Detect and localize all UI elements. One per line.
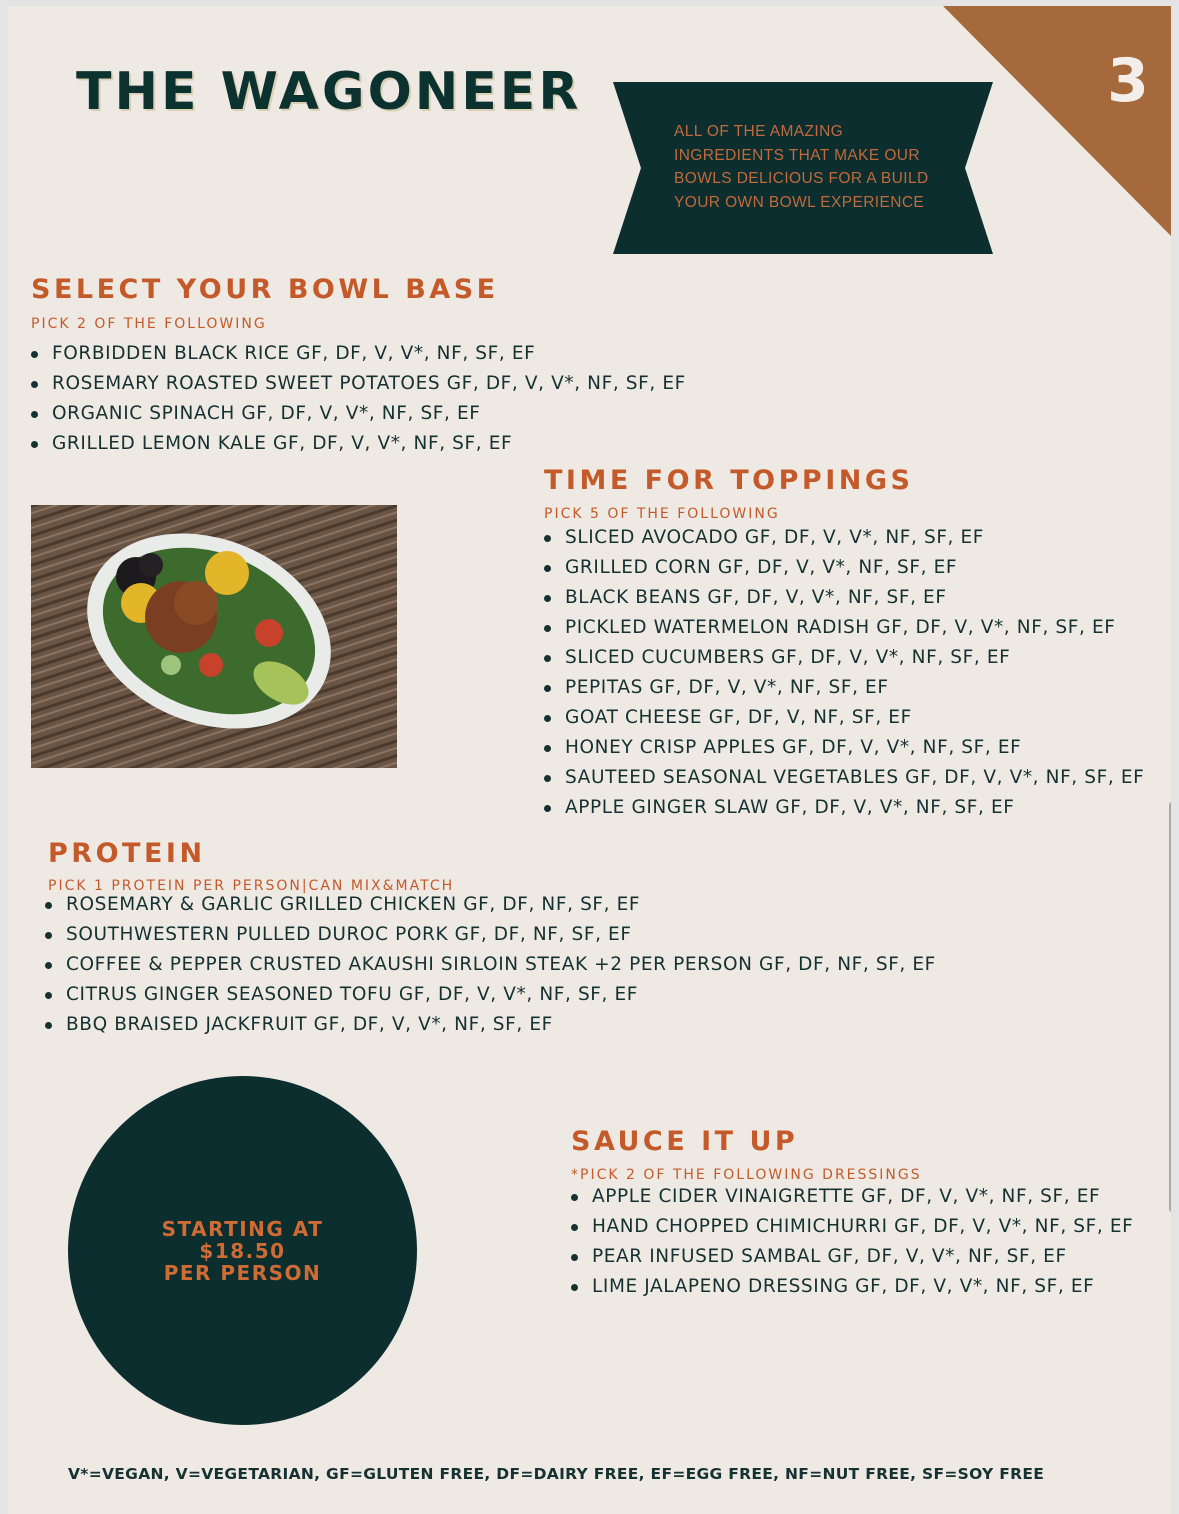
page-title: THE WAGONEER — [76, 62, 582, 122]
item-text: HAND CHOPPED CHIMICHURRI GF, DF, V, V*, NF, SF, EF — [592, 1216, 1134, 1237]
list-item — [544, 553, 1144, 583]
bullet-icon — [544, 595, 551, 602]
item-text: HONEY CRISP APPLES GF, DF, V, V*, NF, SF, EF — [565, 737, 1022, 758]
item-text: COFFEE & PEPPER CRUSTED AKAUSHI SIRLOIN STEAK +2 PER PERSON GF, DF, NF, SF, EF — [66, 954, 936, 975]
scrollbar-thumb[interactable] — [1169, 802, 1171, 1212]
sauce-heading: SAUCE IT UP — [571, 1126, 799, 1157]
item-text: PEAR INFUSED SAMBAL GF, DF, V, V*, NF, SF, EF — [592, 1246, 1067, 1267]
bullet-icon — [544, 685, 551, 692]
protein-subtitle: PICK 1 PROTEIN PER PERSON|CAN MIX&MATCH — [48, 878, 455, 894]
list-item — [544, 583, 1144, 613]
protein-list — [45, 890, 936, 1040]
price-badge — [68, 1076, 417, 1425]
list-item — [544, 643, 1144, 673]
sauce-section — [571, 1126, 1133, 1302]
list-item — [571, 1242, 1133, 1272]
bullet-icon — [544, 745, 551, 752]
item-text: SOUTHWESTERN PULLED DUROC PORK GF, DF, NF, SF, EF — [66, 924, 632, 945]
bullet-icon — [31, 381, 38, 388]
bullet-icon — [544, 805, 551, 812]
bullet-icon — [544, 535, 551, 542]
bullet-icon — [571, 1224, 578, 1231]
list-item — [45, 890, 936, 920]
item-text: BBQ BRAISED JACKFRUIT GF, DF, V, V*, NF, SF, EF — [66, 1014, 553, 1035]
item-text: FORBIDDEN BLACK RICE GF, DF, V, V*, NF, SF, EF — [52, 343, 536, 364]
item-text: ROSEMARY & GARLIC GRILLED CHICKEN GF, DF, NF, SF, EF — [66, 894, 641, 915]
bullet-icon — [31, 441, 38, 448]
bowl-base-heading: SELECT YOUR BOWL BASE — [31, 274, 499, 305]
list-item — [544, 673, 1144, 703]
item-text: BLACK BEANS GF, DF, V, V*, NF, SF, EF — [565, 587, 947, 608]
bullet-icon — [45, 902, 52, 909]
item-text: SLICED CUCUMBERS GF, DF, V, V*, NF, SF, EF — [565, 647, 1011, 668]
page-number: 3 — [1107, 46, 1149, 116]
toppings-list — [544, 523, 1144, 823]
price-line-1: STARTING AT — [161, 1216, 324, 1241]
list-item — [544, 733, 1144, 763]
bullet-icon — [571, 1254, 578, 1261]
bullet-icon — [571, 1194, 578, 1201]
item-text: ORGANIC SPINACH GF, DF, V, V*, NF, SF, EF — [52, 403, 481, 424]
list-item — [544, 763, 1144, 793]
list-item — [45, 920, 936, 950]
item-text: PICKLED WATERMELON RADISH GF, DF, V, V*, NF, SF, EF — [565, 617, 1116, 638]
list-item — [544, 793, 1144, 823]
list-item — [45, 980, 936, 1010]
toppings-section — [544, 465, 1144, 823]
list-item — [45, 1010, 936, 1040]
item-text: CITRUS GINGER SEASONED TOFU GF, DF, V, V*, NF, SF, EF — [66, 984, 639, 1005]
list-item — [571, 1182, 1133, 1212]
bullet-icon — [544, 655, 551, 662]
dietary-legend: V*=VEGAN, V=VEGETARIAN, GF=GLUTEN FREE, DF=DAIRY FREE, EF=EGG FREE, NF=NUT FREE, SF=SOY FREE — [68, 1465, 1045, 1483]
price-line-3: PER PERSON — [163, 1260, 322, 1285]
list-item — [31, 369, 686, 399]
list-item — [544, 613, 1144, 643]
item-text: LIME JALAPENO DRESSING GF, DF, V, V*, NF, SF, EF — [592, 1276, 1095, 1297]
list-item — [31, 429, 686, 459]
list-item — [544, 703, 1144, 733]
item-text: APPLE CIDER VINAIGRETTE GF, DF, V, V*, NF, SF, EF — [592, 1186, 1101, 1207]
item-text: ROSEMARY ROASTED SWEET POTATOES GF, DF, V, V*, NF, SF, EF — [52, 373, 686, 394]
item-text: GRILLED LEMON KALE GF, DF, V, V*, NF, SF, EF — [52, 433, 513, 454]
toppings-subtitle: PICK 5 OF THE FOLLOWING — [544, 506, 780, 522]
bullet-icon — [544, 625, 551, 632]
bullet-icon — [544, 775, 551, 782]
bullet-icon — [544, 715, 551, 722]
bowl-base-section — [31, 274, 686, 459]
bullet-icon — [45, 1022, 52, 1029]
bullet-icon — [31, 351, 38, 358]
price-amount: $18.50 — [199, 1238, 286, 1263]
protein-section — [48, 838, 936, 1040]
item-text: SAUTEED SEASONAL VEGETABLES GF, DF, V, V*, NF, SF, EF — [565, 767, 1145, 788]
list-item — [31, 339, 686, 369]
list-item — [45, 950, 936, 980]
corner-triangle — [8, 6, 1171, 246]
bullet-icon — [45, 962, 52, 969]
sauce-list — [571, 1182, 1133, 1302]
list-item — [571, 1212, 1133, 1242]
bullet-icon — [544, 565, 551, 572]
bullet-icon — [31, 411, 38, 418]
bowl-base-list — [31, 339, 686, 459]
list-item — [571, 1272, 1133, 1302]
banner-text: ALL OF THE AMAZING INGREDIENTS THAT MAKE OUR BOWLS DELICIOUS FOR A BUILD YOUR OWN BOWL EXPERIENCE — [674, 123, 929, 211]
bullet-icon — [571, 1284, 578, 1291]
item-text: GRILLED CORN GF, DF, V, V*, NF, SF, EF — [565, 557, 958, 578]
sauce-subtitle: *PICK 2 OF THE FOLLOWING DRESSINGS — [571, 1167, 922, 1183]
item-text: PEPITAS GF, DF, V, V*, NF, SF, EF — [565, 677, 889, 698]
menu-page — [8, 6, 1171, 1514]
item-text: SLICED AVOCADO GF, DF, V, V*, NF, SF, EF — [565, 527, 985, 548]
toppings-heading: TIME FOR TOPPINGS — [544, 465, 914, 496]
bowl-base-subtitle: PICK 2 OF THE FOLLOWING — [31, 316, 267, 332]
bullet-icon — [45, 992, 52, 999]
list-item — [544, 523, 1144, 553]
list-item — [31, 399, 686, 429]
item-text: APPLE GINGER SLAW GF, DF, V, V*, NF, SF, EF — [565, 797, 1015, 818]
bowl-photo — [31, 505, 397, 768]
bullet-icon — [45, 932, 52, 939]
protein-heading: PROTEIN — [48, 838, 206, 869]
item-text: GOAT CHEESE GF, DF, V, NF, SF, EF — [565, 707, 912, 728]
